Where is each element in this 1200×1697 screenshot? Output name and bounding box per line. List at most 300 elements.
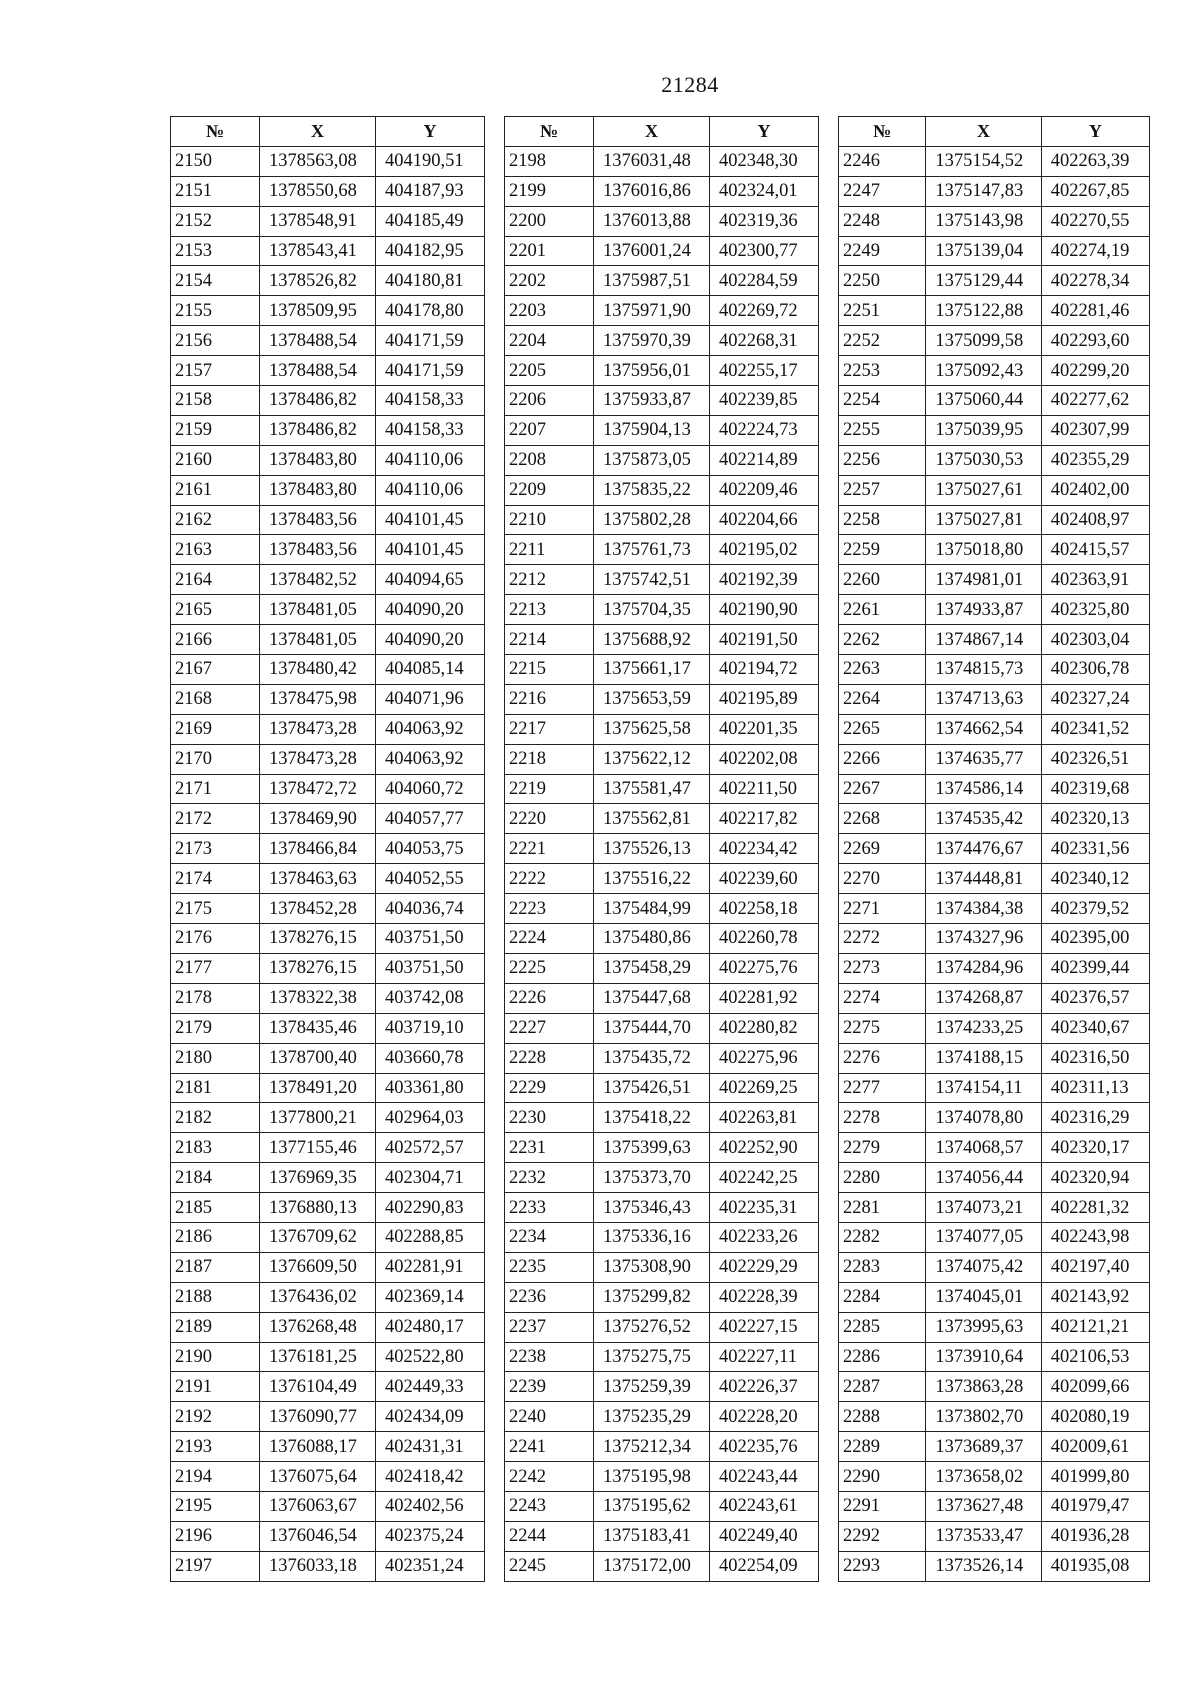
table-row xyxy=(839,804,1150,834)
cell-y: 402080,19 xyxy=(1041,1402,1149,1432)
cell-number: 2275 xyxy=(839,1013,926,1043)
cell-number: 2245 xyxy=(505,1551,594,1581)
page-number: 21284 xyxy=(661,72,719,97)
cell-y: 402229,29 xyxy=(710,1252,819,1282)
table-row xyxy=(505,326,819,356)
table-row xyxy=(505,1073,819,1103)
cell-x: 1375873,05 xyxy=(594,445,710,475)
cell-y: 402191,50 xyxy=(710,625,819,655)
cell-x: 1373863,28 xyxy=(926,1372,1041,1402)
cell-number: 2169 xyxy=(171,714,260,744)
cell-x: 1374056,44 xyxy=(926,1163,1041,1193)
cell-x: 1375835,22 xyxy=(594,475,710,505)
cell-number: 2241 xyxy=(505,1432,594,1462)
cell-x: 1375526,13 xyxy=(594,834,710,864)
cell-x: 1376880,13 xyxy=(260,1193,376,1223)
cell-x: 1377155,46 xyxy=(260,1133,376,1163)
cell-y: 403742,08 xyxy=(376,983,485,1013)
table-row xyxy=(839,953,1150,983)
table-row xyxy=(171,176,485,206)
table-row xyxy=(839,1551,1150,1581)
cell-y: 402195,02 xyxy=(710,535,819,565)
table-row xyxy=(171,1342,485,1372)
cell-number: 2188 xyxy=(171,1282,260,1312)
cell-y: 402300,77 xyxy=(710,236,819,266)
cell-number: 2159 xyxy=(171,415,260,445)
cell-number: 2243 xyxy=(505,1491,594,1521)
table-row xyxy=(839,1372,1150,1402)
cell-y: 402415,57 xyxy=(1041,535,1149,565)
table-row xyxy=(171,1402,485,1432)
table-row xyxy=(505,176,819,206)
table-row xyxy=(505,983,819,1013)
cell-number: 2172 xyxy=(171,804,260,834)
cell-number: 2250 xyxy=(839,266,926,296)
cell-y: 401936,28 xyxy=(1041,1521,1149,1551)
cell-x: 1376046,54 xyxy=(260,1521,376,1551)
cell-x: 1375099,58 xyxy=(926,326,1041,356)
cell-x: 1373533,47 xyxy=(926,1521,1041,1551)
cell-x: 1375581,47 xyxy=(594,774,710,804)
cell-y: 402254,09 xyxy=(710,1551,819,1581)
cell-y: 402106,53 xyxy=(1041,1342,1149,1372)
cell-x: 1374815,73 xyxy=(926,655,1041,685)
cell-x: 1375275,75 xyxy=(594,1342,710,1372)
cell-number: 2262 xyxy=(839,625,926,655)
cell-y: 402243,44 xyxy=(710,1462,819,1492)
table-row xyxy=(839,1073,1150,1103)
cell-number: 2203 xyxy=(505,296,594,326)
cell-y: 402319,36 xyxy=(710,206,819,236)
table-header-row xyxy=(505,117,819,147)
table-row xyxy=(839,1193,1150,1223)
cell-x: 1375060,44 xyxy=(926,386,1041,416)
cell-x: 1378486,82 xyxy=(260,386,376,416)
cell-x: 1375195,98 xyxy=(594,1462,710,1492)
column-header-number: № xyxy=(171,117,260,147)
cell-x: 1373802,70 xyxy=(926,1402,1041,1432)
cell-number: 2163 xyxy=(171,535,260,565)
cell-x: 1376104,49 xyxy=(260,1372,376,1402)
cell-number: 2175 xyxy=(171,894,260,924)
cell-y: 402255,17 xyxy=(710,356,819,386)
table-row xyxy=(505,356,819,386)
cell-x: 1373627,48 xyxy=(926,1491,1041,1521)
cell-x: 1378276,15 xyxy=(260,924,376,954)
table-row xyxy=(171,774,485,804)
cell-y: 402234,42 xyxy=(710,834,819,864)
coordinate-table-1 xyxy=(170,116,485,1582)
table-row xyxy=(839,1043,1150,1073)
coordinate-table-3 xyxy=(838,116,1150,1582)
cell-y: 402260,78 xyxy=(710,924,819,954)
cell-y: 402402,00 xyxy=(1041,475,1149,505)
cell-number: 2167 xyxy=(171,655,260,685)
cell-x: 1375458,29 xyxy=(594,953,710,983)
cell-number: 2255 xyxy=(839,415,926,445)
cell-y: 402281,91 xyxy=(376,1252,485,1282)
cell-number: 2281 xyxy=(839,1193,926,1223)
cell-number: 2156 xyxy=(171,326,260,356)
cell-number: 2247 xyxy=(839,176,926,206)
cell-number: 2240 xyxy=(505,1402,594,1432)
table-row xyxy=(171,535,485,565)
table-row xyxy=(839,535,1150,565)
cell-y: 404101,45 xyxy=(376,505,485,535)
cell-x: 1375971,90 xyxy=(594,296,710,326)
cell-y: 402320,13 xyxy=(1041,804,1149,834)
cell-y: 402214,89 xyxy=(710,445,819,475)
cell-x: 1375172,00 xyxy=(594,1551,710,1581)
cell-y: 402209,46 xyxy=(710,475,819,505)
cell-x: 1373995,63 xyxy=(926,1312,1041,1342)
cell-number: 2194 xyxy=(171,1462,260,1492)
table-row xyxy=(171,1282,485,1312)
cell-number: 2238 xyxy=(505,1342,594,1372)
cell-y: 404110,06 xyxy=(376,445,485,475)
cell-number: 2289 xyxy=(839,1432,926,1462)
cell-y: 402355,29 xyxy=(1041,445,1149,475)
cell-y: 404178,80 xyxy=(376,296,485,326)
cell-y: 402325,80 xyxy=(1041,595,1149,625)
cell-number: 2285 xyxy=(839,1312,926,1342)
cell-number: 2214 xyxy=(505,625,594,655)
table-row xyxy=(505,535,819,565)
cell-x: 1375276,52 xyxy=(594,1312,710,1342)
cell-x: 1376075,64 xyxy=(260,1462,376,1492)
table-row xyxy=(839,415,1150,445)
cell-x: 1374075,42 xyxy=(926,1252,1041,1282)
cell-y: 402376,57 xyxy=(1041,983,1149,1013)
cell-y: 402252,90 xyxy=(710,1133,819,1163)
cell-x: 1373689,37 xyxy=(926,1432,1041,1462)
cell-y: 402311,13 xyxy=(1041,1073,1149,1103)
cell-x: 1378488,54 xyxy=(260,326,376,356)
table-row xyxy=(505,415,819,445)
table-row xyxy=(171,1312,485,1342)
cell-number: 2219 xyxy=(505,774,594,804)
cell-x: 1375426,51 xyxy=(594,1073,710,1103)
cell-number: 2190 xyxy=(171,1342,260,1372)
cell-x: 1376268,48 xyxy=(260,1312,376,1342)
cell-x: 1375373,70 xyxy=(594,1163,710,1193)
cell-number: 2173 xyxy=(171,834,260,864)
table-row xyxy=(839,505,1150,535)
cell-y: 402227,15 xyxy=(710,1312,819,1342)
cell-x: 1378466,84 xyxy=(260,834,376,864)
cell-y: 404094,65 xyxy=(376,565,485,595)
table-row xyxy=(839,176,1150,206)
cell-x: 1375970,39 xyxy=(594,326,710,356)
cell-number: 2208 xyxy=(505,445,594,475)
cell-number: 2201 xyxy=(505,236,594,266)
cell-x: 1378526,82 xyxy=(260,266,376,296)
table-row xyxy=(171,445,485,475)
table-row xyxy=(171,1432,485,1462)
cell-number: 2152 xyxy=(171,206,260,236)
cell-x: 1374068,57 xyxy=(926,1133,1041,1163)
table-row xyxy=(505,744,819,774)
cell-number: 2174 xyxy=(171,864,260,894)
cell-x: 1378469,90 xyxy=(260,804,376,834)
cell-number: 2153 xyxy=(171,236,260,266)
cell-number: 2244 xyxy=(505,1521,594,1551)
cell-number: 2269 xyxy=(839,834,926,864)
cell-y: 402281,32 xyxy=(1041,1193,1149,1223)
table-row xyxy=(171,1372,485,1402)
cell-y: 402278,34 xyxy=(1041,266,1149,296)
cell-x: 1374867,14 xyxy=(926,625,1041,655)
table-row xyxy=(505,625,819,655)
cell-x: 1376001,24 xyxy=(594,236,710,266)
cell-x: 1374233,25 xyxy=(926,1013,1041,1043)
cell-y: 402375,24 xyxy=(376,1521,485,1551)
table-row xyxy=(505,1163,819,1193)
cell-y: 402275,76 xyxy=(710,953,819,983)
table-row xyxy=(171,505,485,535)
cell-number: 2177 xyxy=(171,953,260,983)
table-row xyxy=(505,1521,819,1551)
cell-x: 1374327,96 xyxy=(926,924,1041,954)
cell-number: 2254 xyxy=(839,386,926,416)
cell-y: 402275,96 xyxy=(710,1043,819,1073)
column-header-number: № xyxy=(505,117,594,147)
table-header-row xyxy=(171,117,485,147)
cell-y: 404085,14 xyxy=(376,655,485,685)
table-row xyxy=(505,1252,819,1282)
table-row xyxy=(505,445,819,475)
cell-number: 2162 xyxy=(171,505,260,535)
cell-number: 2210 xyxy=(505,505,594,535)
cell-y: 404171,59 xyxy=(376,356,485,386)
cell-x: 1378491,20 xyxy=(260,1073,376,1103)
cell-number: 2150 xyxy=(171,146,260,176)
cell-y: 402434,09 xyxy=(376,1402,485,1432)
table-row xyxy=(171,894,485,924)
table-row xyxy=(505,565,819,595)
cell-number: 2191 xyxy=(171,1372,260,1402)
cell-x: 1375336,16 xyxy=(594,1222,710,1252)
table-row xyxy=(171,1193,485,1223)
cell-y: 404057,77 xyxy=(376,804,485,834)
table-row xyxy=(839,326,1150,356)
cell-x: 1375308,90 xyxy=(594,1252,710,1282)
cell-x: 1378322,38 xyxy=(260,983,376,1013)
table-row xyxy=(171,326,485,356)
table-row xyxy=(505,1432,819,1462)
cell-y: 404187,93 xyxy=(376,176,485,206)
cell-y: 404063,92 xyxy=(376,744,485,774)
cell-y: 402269,72 xyxy=(710,296,819,326)
cell-x: 1374448,81 xyxy=(926,864,1041,894)
cell-y: 402280,82 xyxy=(710,1013,819,1043)
cell-number: 2291 xyxy=(839,1491,926,1521)
cell-number: 2290 xyxy=(839,1462,926,1492)
cell-x: 1375129,44 xyxy=(926,266,1041,296)
table-row xyxy=(839,595,1150,625)
cell-number: 2225 xyxy=(505,953,594,983)
cell-y: 402331,56 xyxy=(1041,834,1149,864)
cell-x: 1375183,41 xyxy=(594,1521,710,1551)
cell-number: 2180 xyxy=(171,1043,260,1073)
cell-number: 2288 xyxy=(839,1402,926,1432)
table-row xyxy=(839,386,1150,416)
table-body xyxy=(839,146,1150,1581)
cell-x: 1375399,63 xyxy=(594,1133,710,1163)
cell-x: 1378543,41 xyxy=(260,236,376,266)
cell-number: 2279 xyxy=(839,1133,926,1163)
cell-y: 404052,55 xyxy=(376,864,485,894)
cell-x: 1378483,56 xyxy=(260,535,376,565)
cell-x: 1374188,15 xyxy=(926,1043,1041,1073)
cell-y: 404190,51 xyxy=(376,146,485,176)
cell-number: 2202 xyxy=(505,266,594,296)
table-row xyxy=(171,266,485,296)
column-header-y: Y xyxy=(710,117,819,147)
cell-x: 1375987,51 xyxy=(594,266,710,296)
cell-number: 2226 xyxy=(505,983,594,1013)
cell-number: 2151 xyxy=(171,176,260,206)
table-row xyxy=(839,655,1150,685)
cell-x: 1375480,86 xyxy=(594,924,710,954)
table-row xyxy=(505,834,819,864)
cell-y: 402233,26 xyxy=(710,1222,819,1252)
table-row xyxy=(505,1372,819,1402)
cell-number: 2218 xyxy=(505,744,594,774)
table-row xyxy=(839,625,1150,655)
cell-number: 2209 xyxy=(505,475,594,505)
cell-number: 2286 xyxy=(839,1342,926,1372)
cell-y: 404063,92 xyxy=(376,714,485,744)
cell-number: 2232 xyxy=(505,1163,594,1193)
cell-x: 1375653,59 xyxy=(594,684,710,714)
cell-y: 404060,72 xyxy=(376,774,485,804)
cell-number: 2213 xyxy=(505,595,594,625)
cell-number: 2251 xyxy=(839,296,926,326)
cell-y: 402340,67 xyxy=(1041,1013,1149,1043)
cell-y: 402290,83 xyxy=(376,1193,485,1223)
cell-number: 2234 xyxy=(505,1222,594,1252)
cell-x: 1375802,28 xyxy=(594,505,710,535)
table-row xyxy=(839,146,1150,176)
cell-number: 2158 xyxy=(171,386,260,416)
cell-number: 2217 xyxy=(505,714,594,744)
cell-y: 402379,52 xyxy=(1041,894,1149,924)
cell-y: 402243,61 xyxy=(710,1491,819,1521)
cell-number: 2253 xyxy=(839,356,926,386)
cell-x: 1376090,77 xyxy=(260,1402,376,1432)
cell-x: 1375039,95 xyxy=(926,415,1041,445)
cell-y: 402224,73 xyxy=(710,415,819,445)
cell-number: 2187 xyxy=(171,1252,260,1282)
cell-y: 402324,01 xyxy=(710,176,819,206)
cell-number: 2274 xyxy=(839,983,926,1013)
cell-number: 2280 xyxy=(839,1163,926,1193)
table-row xyxy=(171,1222,485,1252)
cell-x: 1375444,70 xyxy=(594,1013,710,1043)
cell-number: 2258 xyxy=(839,505,926,535)
cell-number: 2260 xyxy=(839,565,926,595)
cell-y: 402228,20 xyxy=(710,1402,819,1432)
cell-number: 2273 xyxy=(839,953,926,983)
cell-y: 402281,46 xyxy=(1041,296,1149,326)
table-row xyxy=(171,1043,485,1073)
cell-number: 2268 xyxy=(839,804,926,834)
cell-number: 2164 xyxy=(171,565,260,595)
table-row xyxy=(171,804,485,834)
cell-y: 402348,30 xyxy=(710,146,819,176)
table-row xyxy=(505,774,819,804)
cell-x: 1378550,68 xyxy=(260,176,376,206)
cell-number: 2252 xyxy=(839,326,926,356)
cell-number: 2220 xyxy=(505,804,594,834)
table-row xyxy=(505,864,819,894)
cell-x: 1378509,95 xyxy=(260,296,376,326)
table-row xyxy=(505,714,819,744)
cell-x: 1375027,81 xyxy=(926,505,1041,535)
cell-x: 1375092,43 xyxy=(926,356,1041,386)
cell-x: 1378481,05 xyxy=(260,625,376,655)
cell-x: 1375139,04 xyxy=(926,236,1041,266)
table-row xyxy=(839,1282,1150,1312)
cell-x: 1378473,28 xyxy=(260,744,376,774)
cell-y: 402304,71 xyxy=(376,1163,485,1193)
cell-x: 1374073,21 xyxy=(926,1193,1041,1223)
cell-y: 402269,25 xyxy=(710,1073,819,1103)
table-row xyxy=(171,684,485,714)
cell-y: 404180,81 xyxy=(376,266,485,296)
table-row xyxy=(505,236,819,266)
cell-x: 1375154,52 xyxy=(926,146,1041,176)
table-row xyxy=(839,1342,1150,1372)
cell-y: 402284,59 xyxy=(710,266,819,296)
cell-y: 402363,91 xyxy=(1041,565,1149,595)
table-row xyxy=(171,983,485,1013)
table-row xyxy=(171,296,485,326)
table-row xyxy=(505,266,819,296)
table-row xyxy=(839,744,1150,774)
cell-x: 1375562,81 xyxy=(594,804,710,834)
table-row xyxy=(505,296,819,326)
cell-y: 403751,50 xyxy=(376,924,485,954)
cell-x: 1375435,72 xyxy=(594,1043,710,1073)
cell-y: 404053,75 xyxy=(376,834,485,864)
cell-x: 1375195,62 xyxy=(594,1491,710,1521)
cell-number: 2178 xyxy=(171,983,260,1013)
cell-number: 2278 xyxy=(839,1103,926,1133)
cell-x: 1375418,22 xyxy=(594,1103,710,1133)
cell-x: 1374981,01 xyxy=(926,565,1041,595)
cell-x: 1375933,87 xyxy=(594,386,710,416)
cell-number: 2211 xyxy=(505,535,594,565)
cell-y: 402204,66 xyxy=(710,505,819,535)
cell-x: 1376031,48 xyxy=(594,146,710,176)
table-row xyxy=(171,714,485,744)
cell-number: 2179 xyxy=(171,1013,260,1043)
cell-x: 1374077,05 xyxy=(926,1222,1041,1252)
cell-x: 1374933,87 xyxy=(926,595,1041,625)
cell-y: 402572,57 xyxy=(376,1133,485,1163)
column-header-x: X xyxy=(926,117,1041,147)
cell-x: 1378435,46 xyxy=(260,1013,376,1043)
table-row xyxy=(505,1491,819,1521)
table-row xyxy=(505,1551,819,1581)
cell-x: 1376181,25 xyxy=(260,1342,376,1372)
cell-number: 2216 xyxy=(505,684,594,714)
cell-x: 1378563,08 xyxy=(260,146,376,176)
cell-number: 2183 xyxy=(171,1133,260,1163)
cell-x: 1373526,14 xyxy=(926,1551,1041,1581)
